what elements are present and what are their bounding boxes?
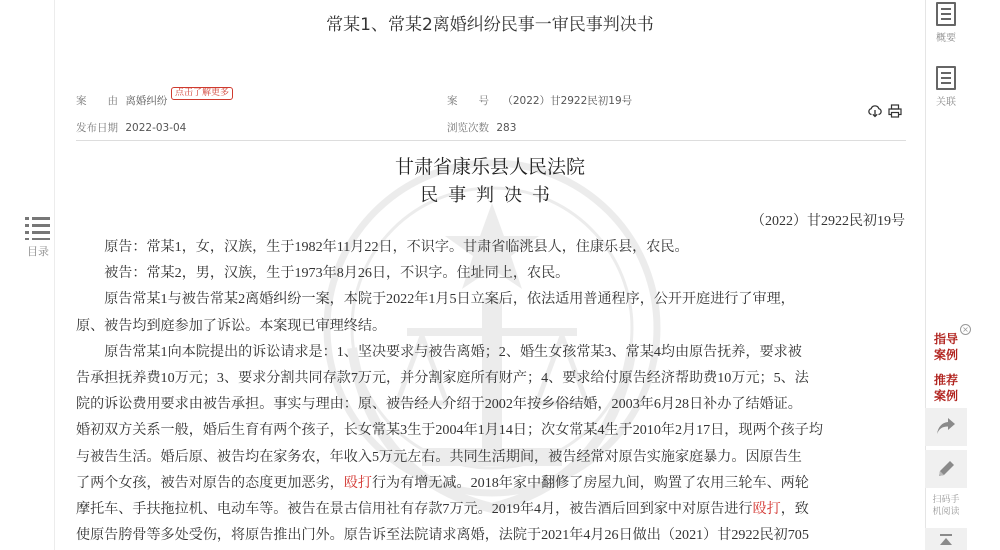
overview-button[interactable]: [929, 2, 963, 44]
highlight-keyword[interactable]: 殴打: [343, 474, 372, 491]
edit-button[interactable]: [925, 450, 967, 488]
share-icon: [936, 417, 956, 435]
page-title: 常某1、常某2离婚纠纷民事一审民事判决书: [326, 15, 654, 35]
paragraph-claims-line-2: 告承担抚养费10万元；3、要求分割共同存款7万元，并分割家庭所有财产；4、要求给付原告经济帮助费10万元；5、法: [76, 370, 809, 387]
paragraph-claims-line-6: [76, 470, 911, 496]
meta-cause-key: 案 由: [76, 95, 118, 107]
header-divider: [76, 140, 906, 141]
text-segment: 行为有增无减。2018年家中翻修了房屋九间，购置了农用三轮车、两轮: [371, 474, 809, 491]
meta-views-key: 浏览次数: [447, 122, 489, 134]
scan-qr-label: 扫码手: [932, 495, 960, 505]
text-segment: 摩托车、手扶拖拉机、电动车等。被告在景古信用社有存款7万元。2019年4月，被告酒后回到家中对原告进行: [76, 501, 753, 518]
meta-date-key: 发布日期: [76, 122, 118, 134]
scan-qr-button[interactable]: [925, 494, 967, 518]
related-icon: [936, 66, 956, 90]
guide-case-label: 指导: [934, 332, 959, 346]
recommend-case-label: 推荐: [934, 373, 959, 387]
paragraph-claims: 原告常某1向本院提出的诉讼请求是：1、坚决要求与被告离婚；2、婚生女孩常某3、常某4均由原告抚养，要求被: [104, 343, 802, 360]
paragraph-claims-line-3: 院的诉讼费用要求由被告承担。事实与理由：原、被告经人介绍于2002年按乡俗结婚，2003年6月28日补办了结婚证。: [76, 396, 802, 413]
overview-label: 概要: [936, 33, 956, 44]
back-to-top-button[interactable]: [925, 528, 967, 550]
learn-more-tag[interactable]: 点击了解更多: [171, 87, 233, 100]
meta-date-value: 2022-03-04: [125, 122, 187, 134]
meta-case-key: 案 号: [447, 95, 489, 107]
document-type: 民事判决书: [420, 185, 560, 206]
related-label: 关联: [936, 97, 956, 108]
toc-icon: [24, 215, 52, 241]
paragraph-claims-line-4: 婚初双方关系一般，婚后生育有两个孩子，长女常某3生于2004年1月14日；次女常某4生于2010年2月17日，现两个孩子均: [76, 422, 823, 439]
paragraph-case-intro: 原告常某1与被告常某2离婚纠纷一案，本院于2022年1月5日立案后，依法适用普通程序，公开开庭进行了审理，: [104, 291, 795, 308]
guide-case-label: 案例: [934, 348, 959, 362]
paragraph-case-intro-cont: 原、被告均到庭参加了诉讼。本案现已审理终结。: [76, 317, 387, 334]
toc-label: 目录: [27, 245, 49, 258]
paragraph-plaintiff: 原告：常某1，女，汉族，生于1982年11月22日，不识字。甘肃省临洮县人，住康乐县，农民。: [104, 239, 689, 255]
edit-icon: [936, 459, 956, 479]
meta-cause-value[interactable]: 离婚纠纷: [125, 95, 168, 107]
text-segment: ，致: [780, 501, 809, 518]
text-segment: 了两个女孩，被告对原告的态度更加恶劣，: [76, 474, 344, 491]
meta-date: [76, 120, 186, 135]
scan-qr-label: 机阅读: [932, 507, 960, 517]
paragraph-claims-line-7: [76, 496, 911, 522]
meta-cause: [76, 93, 167, 108]
meta-views: [447, 120, 516, 135]
left-rail: [0, 0, 56, 550]
highlight-keyword[interactable]: 殴打: [752, 501, 781, 518]
share-button[interactable]: [925, 408, 967, 446]
download-icon[interactable]: [868, 104, 882, 118]
paragraph-claims-line-5: 与被告生活。婚后原、被告均在家务农，年收入5万元左右。共同生活期间，被告经常对原告实施家庭暴力。因原告生: [76, 448, 802, 465]
close-icon[interactable]: ×: [960, 324, 971, 335]
print-icon[interactable]: [888, 104, 902, 118]
judgment-body: [76, 234, 911, 548]
toc-button[interactable]: [20, 215, 56, 259]
recommend-case-link[interactable]: [934, 372, 958, 404]
recommend-case-label: 案例: [934, 389, 959, 403]
paragraph-defendant: 被告：常某2，男，汉族，生于1973年8月26日，不识字。住址同上，农民。: [104, 265, 570, 282]
guide-case-link[interactable]: [934, 331, 958, 363]
meta-views-value: 283: [496, 122, 517, 134]
paragraph-claims-line-8: 使原告胯骨等多处受伤，将原告推出门外。原告诉至法院请求离婚，法院于2021年4月26日做出（2021）甘2922民初705: [76, 527, 809, 544]
back-to-top-icon: [938, 533, 954, 547]
related-button[interactable]: [929, 66, 963, 108]
meta-case: [447, 93, 632, 108]
overview-icon: [936, 2, 956, 26]
left-divider: [54, 0, 55, 550]
case-number: （2022）甘2922民初19号: [751, 214, 905, 229]
meta-case-value: （2022）甘2922民初19号: [502, 95, 633, 107]
court-name: 甘肃省康乐县人民法院: [394, 156, 585, 178]
